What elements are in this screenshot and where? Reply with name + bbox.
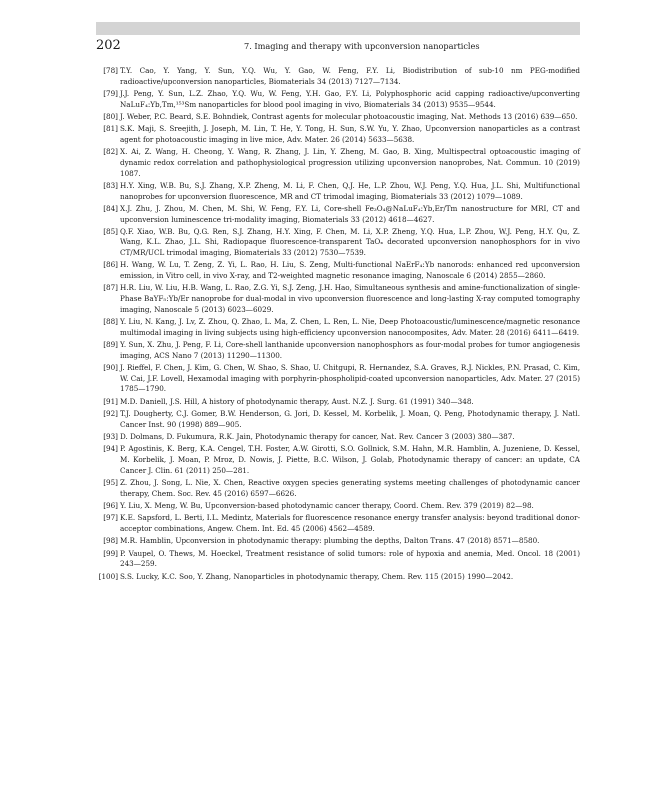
reference-number: [91]: [103, 396, 118, 406]
page-number: 202: [96, 38, 121, 53]
reference-item: [96, 147, 580, 179]
reference-item: [96, 283, 580, 315]
reference-number: [88]: [103, 317, 118, 327]
reference-text: S.K. Maji, S. Sreejith, J. Joseph, M. Lin, T. He, Y. Tong, H. Sun, S.W. Yu, Y. Zhao, Upconversion nanoparticles as a contrast agent for photoacoustic imaging in live mice, Adv. Mater. 26 (2014) 5633—5638.: [120, 124, 580, 144]
running-head: 7. Imaging and therapy with upconversion nanoparticles: [244, 41, 480, 51]
page-header: [96, 38, 580, 58]
reference-item: [96, 363, 580, 395]
reference-number: [96]: [103, 500, 118, 510]
reference-text: K.E. Sapsford, L. Berti, I.L. Medintz, Materials for fluorescence resonance energy transfer analysis: beyond traditional donor-acceptor combinations, Angew. Chem. Int. Ed. 45 (2006) 4562—4589.: [120, 513, 580, 533]
reference-number: [79]: [103, 88, 118, 98]
reference-number: [92]: [103, 408, 118, 418]
reference-item: [96, 549, 580, 570]
reference-text: Y. Liu, X. Meng, W. Bu, Upconversion-based photodynamic cancer therapy, Coord. Chem. Rev. 379 (2019) 82—98.: [120, 500, 534, 510]
reference-text: Z. Zhou, J. Song, L. Nie, X. Chen, Reactive oxygen species generating systems meeting challenges of photodynamic cancer therapy, Chem. Soc. Rev. 45 (2016) 6597—6626.: [120, 477, 580, 498]
reference-item: [96, 501, 580, 512]
reference-number: [94]: [103, 444, 118, 454]
reference-number: [78]: [103, 66, 118, 75]
reference-number: [100]: [98, 571, 118, 581]
reference-item: [96, 124, 580, 145]
reference-number: [93]: [103, 431, 118, 441]
reference-number: [97]: [103, 513, 118, 523]
reference-item: [96, 66, 580, 87]
reference-item: [96, 397, 580, 408]
reference-number: [84]: [103, 203, 118, 213]
reference-number: [86]: [103, 260, 118, 270]
reference-number: [95]: [103, 477, 118, 487]
reference-item: [96, 432, 580, 443]
reference-text: H.Y. Xing, W.B. Bu, S.J. Zhang, X.P. Zheng, M. Li, F. Chen, Q.J. He, L.P. Zhou, W.J. Peng, Y.Q. Hua, J.L. Shi, Multifunctional nanoprobes for upconversion fluorescence, MR and CT trimodal imaging, Biomaterials 33 (2012) 1079—1089.: [120, 180, 580, 201]
reference-text: Q.F. Xiao, W.B. Bu, Q.G. Ren, S.J. Zhang, H.Y. Xing, F. Chen, M. Li, X.P. Zheng, Y.Q. Hua, L.P. Zhou, W.J. Peng, H.Y. Qu, Z. Wang, K.L. Zhao, J.L. Shi, Radiopaque fluorescence-transparent TaOₓ decorated upconversion nanophosphors for in vivo CT/MR/UCL trimodal imaging, Biomaterials 33 (2012) 7530—7539.: [120, 226, 580, 258]
reference-text: X. Ai, Z. Wang, H. Cheong, Y. Wang, R. Zhang, J. Lin, Y. Zheng, M. Gao, B. Xing, Multispectral optoacoustic imaging of dynamic redox correlation and pathophysiological progression utilizing upconversion nanoprobes, Nat. Commun. 10 (2019) 1087.: [120, 147, 580, 178]
reference-text: P. Agostinis, K. Berg, K.A. Cengel, T.H. Foster, A.W. Girotti, S.O. Gollnick, S.M. Hahn, M.R. Hamblin, A. Juzeniene, D. Kessel, M. Korbelik, J. Moan, P. Mroz, D. Nowis, J. Piette, B.C. Wilson, J. Golab, Photodynamic therapy of cancer: an update, CA Cancer J. Clin. 61 (2011) 250—281.: [120, 444, 580, 475]
reference-item: [96, 181, 580, 202]
reference-item: [96, 572, 580, 583]
reference-text: J. Rieffel, F. Chen, J. Kim, G. Chen, W. Shao, S. Shao, U. Chitgupi, R. Hernandez, S.A. Graves, R.J. Nickles, P.N. Prasad, C. Kim, W. Cai, J.F. Lovell, Hexamodal imaging with porphyrin-phospholipid-coated upconversion nanoparticles, Adv. Mater. 27 (2015) 1785—1790.: [120, 363, 580, 394]
reference-item: [96, 478, 580, 499]
reference-item: [96, 112, 580, 123]
reference-text: P. Vaupel, O. Thews, M. Hoeckel, Treatment resistance of solid tumors: role of hypoxia and anemia, Med. Oncol. 18 (2001) 243—259.: [120, 548, 580, 569]
reference-text: H. Wang, W. Lu, T. Zeng, Z. Yi, L. Rao, H. Liu, S. Zeng, Multi-functional NaErF₄:Yb nanorods: enhanced red upconversion emission, in Vitro cell, in vivo X-ray, and T2-weighted magnetic resonance imaging, Nanoscale 6 (2014) 2855—2860.: [120, 260, 580, 281]
reference-item: [96, 260, 580, 281]
reference-text: D. Dolmans, D. Fukumura, R.K. Jain, Photodynamic therapy for cancer, Nat. Rev. Cancer 3 (2003) 380—387.: [120, 431, 515, 441]
reference-text: M.D. Daniell, J.S. Hill, A history of photodynamic therapy, Aust. N.Z. J. Surg. 61 (1991) 340—348.: [120, 396, 474, 406]
reference-text: Y. Sun, X. Zhu, J. Peng, F. Li, Core-shell lanthanide upconversion nanophosphors as four-modal probes for tumor angiogenesis imaging, ACS Nano 7 (2013) 11290—11300.: [120, 340, 580, 360]
reference-number: [83]: [103, 180, 118, 190]
reference-text: T.Y. Cao, Y. Yang, Y. Sun, Y.Q. Wu, Y. Gao, W. Feng, F.Y. Li, Biodistribution of sub-10 nm PEG-modified radioactive/upconversion nanoparticles, Biomaterials 34 (2013) 7127—7134.: [120, 66, 580, 86]
reference-text: M.R. Hamblin, Upconversion in photodynamic therapy: plumbing the depths, Dalton Trans. 47 (2018) 8571—8580.: [120, 536, 540, 546]
reference-item: [96, 536, 580, 547]
reference-item: [96, 204, 580, 225]
reference-item: [96, 227, 580, 259]
reference-text: J. Weber, P.C. Beard, S.E. Bohndiek, Contrast agents for molecular photoacoustic imaging, Nat. Methods 13 (2016) 639—650.: [120, 111, 578, 121]
reference-item: [96, 317, 580, 338]
reference-item: [96, 444, 580, 476]
reference-number: [90]: [103, 363, 118, 372]
reference-number: [99]: [103, 548, 118, 558]
reference-text: T.J. Dougherty, C.J. Gomer, B.W. Henderson, G. Jori, D. Kessel, M. Korbelik, J. Moan, Q. Peng, Photodynamic therapy, J. Natl. Cancer Inst. 90 (1998) 889—905.: [120, 408, 580, 429]
reference-list: [96, 66, 580, 584]
reference-number: [85]: [103, 226, 118, 236]
reference-item: [96, 409, 580, 430]
reference-text: J.J. Peng, Y. Sun, L.Z. Zhao, Y.Q. Wu, W. Feng, Y.H. Gao, F.Y. Li, Polyphosphoric acid capping radioactive/upconverting NaLuF₄:Yb,Tm,¹⁵³Sm nanoparticles for blood pool imaging in vivo, Biomaterials 34 (2013) 9535—9544.: [120, 88, 580, 109]
reference-text: Y. Liu, N. Kang, J. Lv, Z. Zhou, Q. Zhao, L. Ma, Z. Chen, L. Ren, L. Nie, Deep Photoacoustic/luminescence/magnetic resonance multimodal imaging in living subjects using high-efficiency upconversion nanocomposites, Adv. Mater. 28 (2016) 6411—6419.: [120, 317, 580, 337]
reference-number: [81]: [103, 124, 118, 134]
reference-text: S.S. Lucky, K.C. Soo, Y. Zhang, Nanoparticles in photodynamic therapy, Chem. Rev. 115 (2015) 1990—2042.: [120, 571, 514, 581]
reference-number: [87]: [103, 283, 118, 293]
reference-number: [98]: [103, 536, 118, 546]
reference-text: H.R. Liu, W. Liu, H.B. Wang, L. Rao, Z.G. Yi, S.J. Zeng, J.H. Hao, Simultaneous synthesis and amine-functionalization of single-Phase BaYF₅:Yb/Er nanoprobe for dual-modal in vivo upconversion fluorescence and long-lasting X-ray computed tomography imaging, Nanoscale 5 (2013) 6023—6029.: [120, 283, 580, 314]
reference-number: [80]: [103, 111, 118, 121]
reference-number: [82]: [103, 147, 118, 157]
reference-item: [96, 89, 580, 110]
reference-item: [96, 513, 580, 534]
reference-text: X.J. Zhu, J. Zhou, M. Chen, M. Shi, W. Feng, F.Y. Li, Core-shell Fe₃O₄@NaLuF₄:Yb,Er/Tm nanostructure for MRI, CT and upconversion luminescence tri-modality imaging, Biomaterials 33 (2012) 4618—4627.: [120, 203, 580, 224]
top-gray-bar: [96, 22, 580, 35]
reference-number: [89]: [103, 340, 118, 350]
reference-item: [96, 340, 580, 361]
